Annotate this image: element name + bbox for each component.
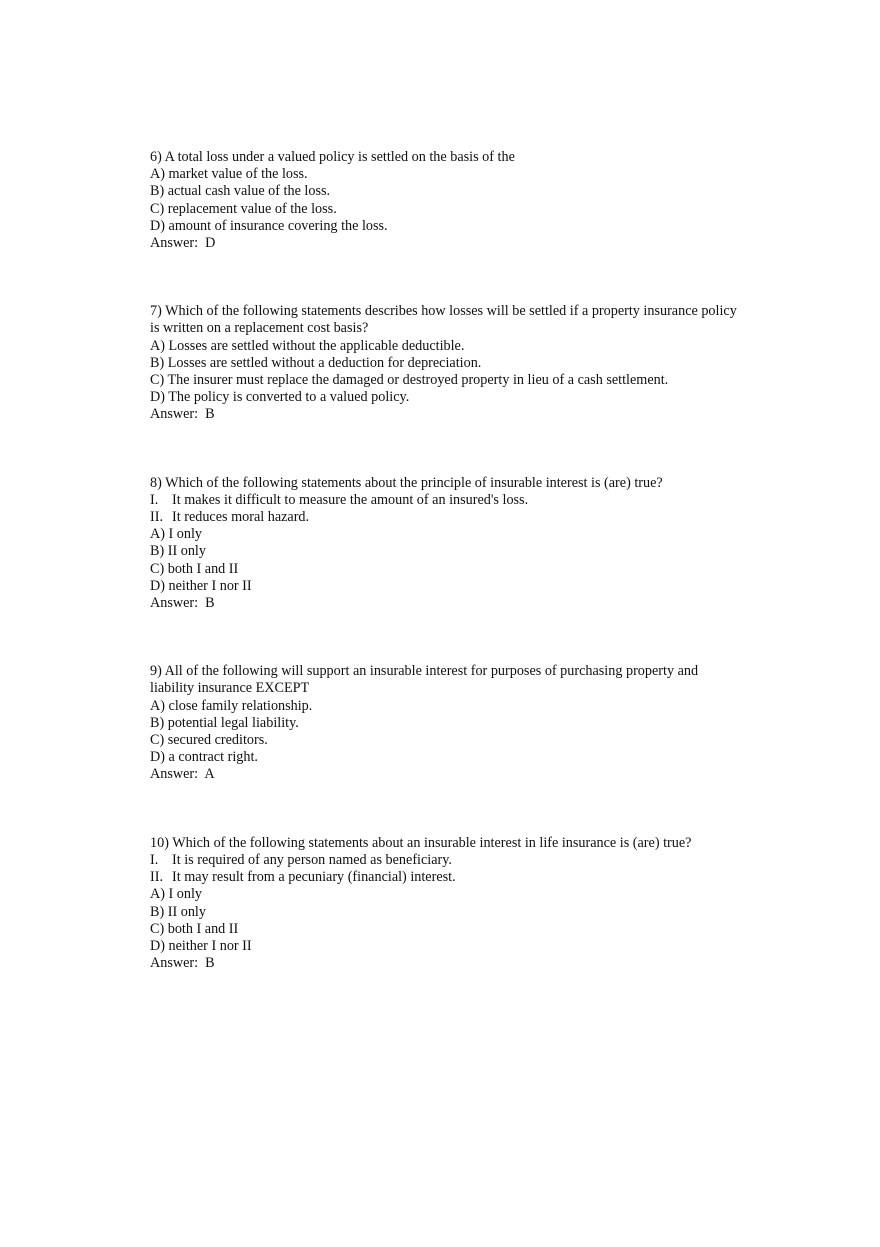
question-stem: 6) A total loss under a valued policy is settled on the basis of the bbox=[150, 149, 515, 165]
answer-option-d: D) a contract right. bbox=[150, 749, 258, 766]
answer-option-a: A) market value of the loss. bbox=[150, 166, 308, 183]
statement-i bbox=[150, 852, 740, 869]
question-stem: 9) All of the following will support an insurable interest for purposes of purchasing property and liability insurance EXCEPT bbox=[150, 663, 699, 697]
statement-number: II. bbox=[150, 509, 163, 526]
answer-key: Answer: D bbox=[150, 235, 216, 252]
question-9 bbox=[150, 663, 740, 783]
question-list bbox=[150, 149, 740, 1023]
question-stem: 8) Which of the following statements about the principle of insurable interest is (are) true? bbox=[150, 474, 663, 491]
answer-option-a: A) I only bbox=[150, 886, 203, 903]
question-10 bbox=[150, 835, 740, 973]
answer-key: Answer: B bbox=[150, 595, 215, 612]
statement-i bbox=[150, 492, 740, 509]
statement-number: I. bbox=[150, 851, 159, 868]
answer-option-c: C) The insurer must replace the damaged or destroyed property in lieu of a cash settlement. bbox=[150, 372, 669, 389]
statement-text: It makes it difficult to measure the amount of an insured's loss. bbox=[172, 491, 529, 508]
question-7 bbox=[150, 303, 740, 423]
answer-option-c: C) secured creditors. bbox=[150, 732, 268, 749]
answer-option-d: D) neither I nor II bbox=[150, 577, 252, 594]
statement-ii bbox=[150, 869, 740, 886]
statement-number: I. bbox=[150, 491, 159, 508]
answer-option-a: A) I only bbox=[150, 526, 203, 543]
answer-option-b: B) potential legal liability. bbox=[150, 714, 299, 731]
statement-text: It may result from a pecuniary (financial) interest. bbox=[172, 869, 456, 886]
answer-option-d: D) neither I nor II bbox=[150, 937, 252, 954]
statement-text: It reduces moral hazard. bbox=[172, 509, 310, 526]
answer-key: Answer: B bbox=[150, 955, 215, 972]
answer-option-b: B) II only bbox=[150, 543, 206, 560]
answer-option-c: C) both I and II bbox=[150, 560, 239, 577]
statement-text: It is required of any person named as beneficiary. bbox=[172, 851, 452, 868]
answer-key: Answer: B bbox=[150, 406, 215, 423]
answer-option-c: C) both I and II bbox=[150, 920, 239, 937]
answer-key: Answer: A bbox=[150, 766, 215, 783]
statement-ii bbox=[150, 509, 740, 526]
answer-option-d: D) The policy is converted to a valued policy. bbox=[150, 389, 410, 406]
question-stem: 10) Which of the following statements about an insurable interest in life insurance is (are) true? bbox=[150, 834, 692, 851]
answer-option-b: B) II only bbox=[150, 903, 206, 920]
answer-option-d: D) amount of insurance covering the loss. bbox=[150, 217, 388, 234]
question-8 bbox=[150, 475, 740, 613]
question-6 bbox=[150, 149, 740, 252]
answer-option-c: C) replacement value of the loss. bbox=[150, 200, 337, 217]
answer-option-b: B) actual cash value of the loss. bbox=[150, 183, 331, 200]
answer-option-b: B) Losses are settled without a deduction for depreciation. bbox=[150, 354, 482, 371]
answer-option-a: A) Losses are settled without the applicable deductible. bbox=[150, 337, 465, 354]
answer-option-a: A) close family relationship. bbox=[150, 697, 313, 714]
statement-number: II. bbox=[150, 869, 163, 886]
question-stem: 7) Which of the following statements describes how losses will be settled if a property insurance policy is written on a replacement cost basis? bbox=[150, 303, 737, 337]
